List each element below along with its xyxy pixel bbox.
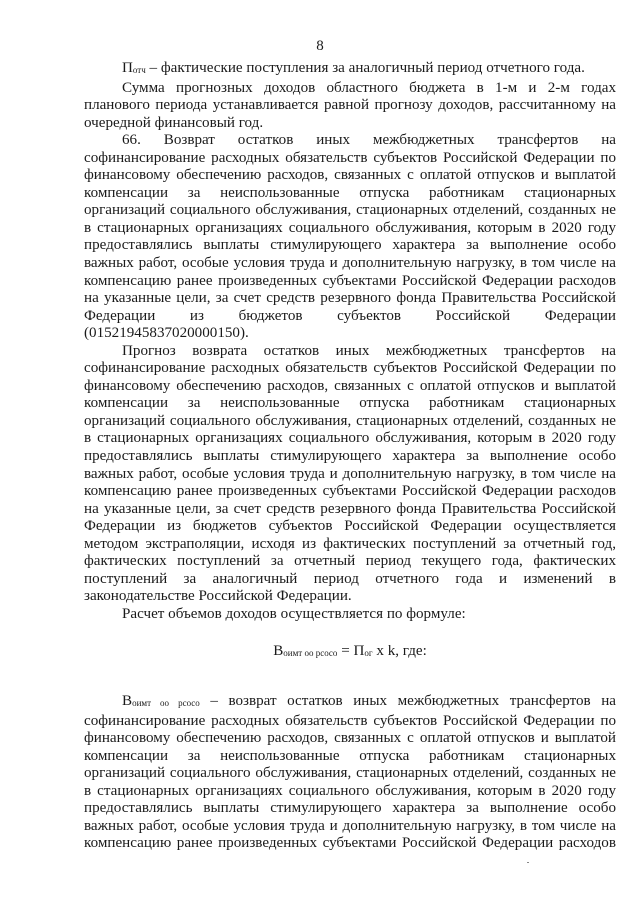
formula-lhs-subscript: оимт оо рсосо bbox=[283, 647, 338, 658]
formula bbox=[84, 643, 616, 663]
formula-rhs-tail: х k, где: bbox=[372, 642, 427, 659]
paragraph-definition bbox=[84, 693, 616, 853]
paragraph-plan-period: Сумма прогнозных доходов областного бюджета в 1-м и 2-м годах планового периода устанавливается равной прогнозу доходов, рассчитанному на очередной финансовый год. bbox=[84, 79, 616, 131]
subscript-otch: отч bbox=[132, 65, 146, 75]
symbol-p: П bbox=[122, 60, 133, 76]
p-otch-text: – фактические поступления за аналогичный период отчетного года. bbox=[145, 60, 585, 76]
formula-rhs-subscript: ог bbox=[364, 647, 373, 658]
paragraph-66: 66. Возврат остатков иных межбюджетных трансфертов на софинансирование расходных обязательств субъектов Российской Федерации по финансовому обеспечению расходов, связанных с оплатой отпусков и выплатой компенсации за неиспользованные отпуска работникам стационарных организаций социального обслуживания, стационарных отделений, созданных не в стационарных организациях социального обслуживания, которым в 2020 году предоставлялись выплаты стимулирующего характера за выполнение особо важных работ, особые условия труда и дополнительную нагрузку, в том числе на компенсацию ранее произведенных субъектами Российской Федерации расходов на указанные цели, за счет средств резервного фонда Правительства Российской Федерации из бюджетов субъектов Российской Федерации (01521945837020000150). bbox=[84, 132, 616, 342]
formula-lhs-symbol: В bbox=[273, 642, 284, 659]
paragraph-p-otch bbox=[84, 60, 616, 80]
formula-rhs-symbol: П bbox=[353, 642, 365, 659]
formula-equals: = bbox=[337, 642, 354, 659]
definition-symbol: В bbox=[122, 693, 133, 710]
scan-speck bbox=[527, 862, 529, 863]
definition-subscript: оимт оо рсосо bbox=[132, 698, 200, 709]
page-number: 8 bbox=[316, 38, 324, 54]
paragraph-calc-intro: Расчет объемов доходов осуществляется по формуле: bbox=[122, 605, 466, 622]
document-body bbox=[84, 60, 616, 853]
paragraph-forecast: Прогноз возврата остатков иных межбюджетных трансфертов на софинансирование расходных обязательств субъектов Российской Федерации по финансовому обеспечению расходов, связанных с оплатой отпусков и выплатой компенсации за неиспользованные отпуска работникам стационарных организаций социального обслуживания, стационарных отделений, созданных не в стационарных организациях социального обслуживания, которым в 2020 году предоставлялись выплаты стимулирующего характера за выполнение особо важных работ, особые условия труда и дополнительную нагрузку, в том числе на компенсацию ранее произведенных субъектами Российской Федерации расходов на указанные цели, за счет средств резервного фонда Правительства Российской Федерации из бюджетов субъектов Российской Федерации осуществляется методом экстраполяции, исходя из фактических поступлений за отчетный год, фактических поступлений за отчетный период текущего года, фактических поступлений за аналогичный период отчетного года и изменений в законодательстве Российской Федерации. bbox=[84, 342, 616, 605]
definition-text: – возврат остатков иных межбюджетных трансфертов на софинансирование расходных обязательств субъектов Российской Федерации по финансовому обеспечению расходов, связанных с оплатой отпусков и выплатой компенсации за неиспользованные отпуска работникам стационарных организаций социального обслуживания, стационарных отделений, созданных не в стационарных организациях социального обслуживания, которым в 2020 году предоставлялись выплаты стимулирующего характера за выполнение особо важных работ, особые условия труда и дополнительную нагрузку, в том числе на компенсацию ранее произведенных субъектами Российской Федерации расходов bbox=[84, 693, 616, 852]
